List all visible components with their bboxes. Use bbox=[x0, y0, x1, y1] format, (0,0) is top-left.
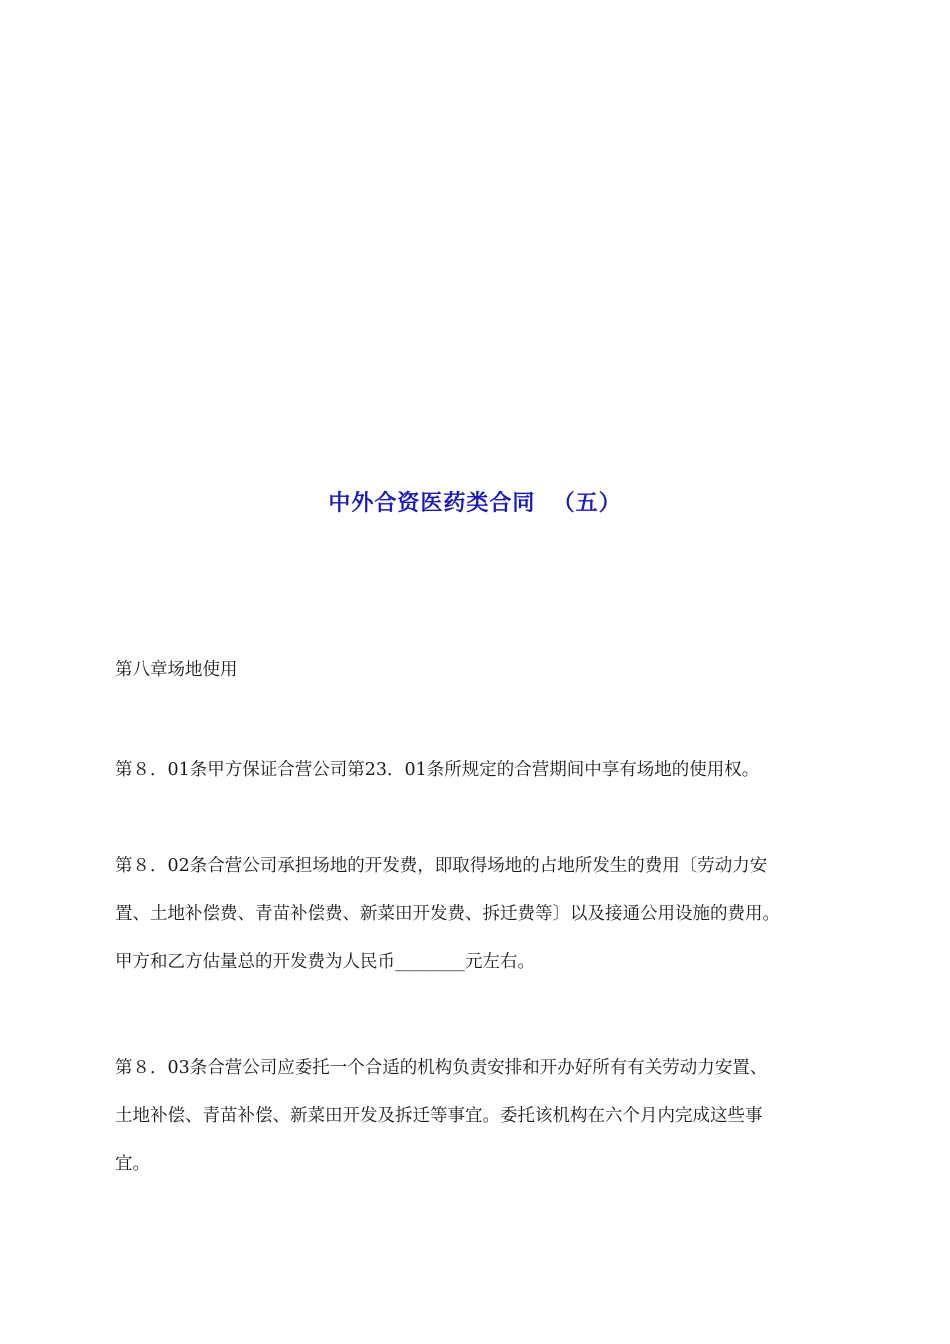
article-line: 置、土地补偿费、青苗补偿费、新菜田开发费、拆迁费等〕以及接通公用设施的费用。 bbox=[115, 904, 780, 924]
article-8-02 bbox=[115, 842, 845, 986]
article-line: 宜。 bbox=[115, 1154, 150, 1174]
document-title: 中外合资医药类合同 （五） bbox=[328, 491, 622, 516]
article-8-01 bbox=[115, 746, 845, 794]
chapter-heading-text: 第八章场地使用 bbox=[115, 660, 238, 680]
article-line: 第８．03条合营公司应委托一个合适的机构负责安排和开办好所有有关劳动力安置、 bbox=[115, 1058, 768, 1078]
article-8-03 bbox=[115, 1044, 845, 1188]
article-line: 第８．01条甲方保证合营公司第23．01条所规定的合营期间中享有场地的使用权。 bbox=[115, 760, 760, 780]
article-line: 甲方和乙方估量总的开发费为人民币________元左右。 bbox=[115, 952, 535, 972]
chapter-heading bbox=[115, 646, 845, 694]
article-line: 土地补偿、青苗补偿、新菜田开发及拆迁等事宜。委托该机构在六个月内完成这些事 bbox=[115, 1106, 763, 1126]
article-line: 第８．02条合营公司承担场地的开发费，即取得场地的占地所发生的费用〔劳动力安 bbox=[115, 856, 768, 876]
